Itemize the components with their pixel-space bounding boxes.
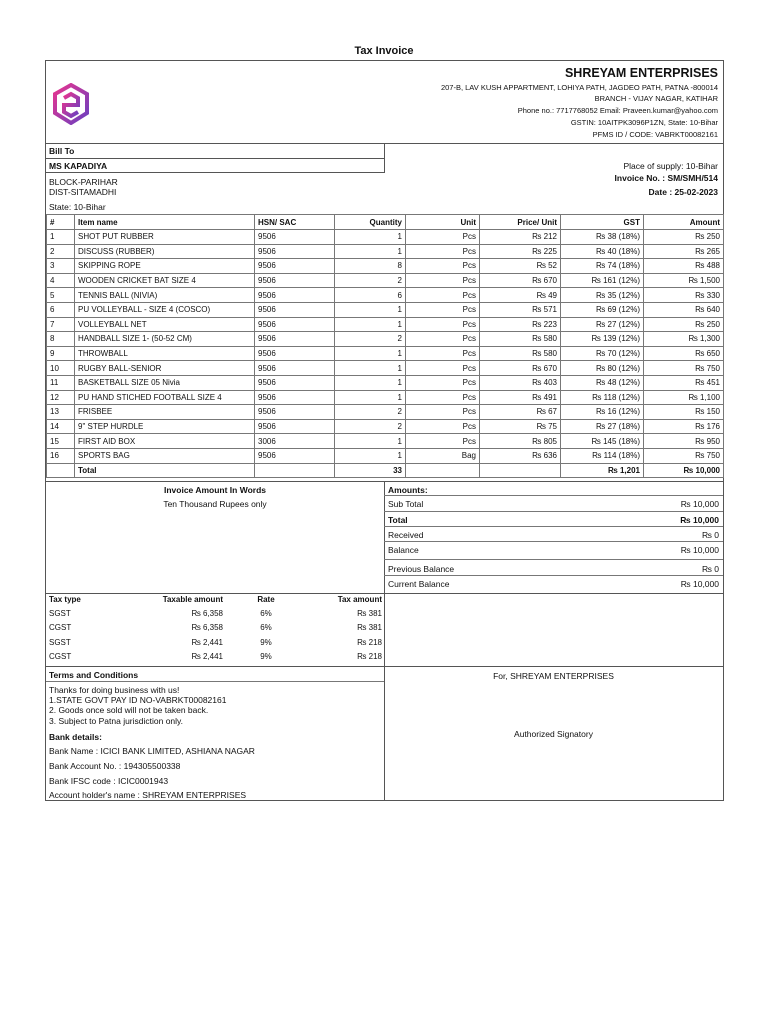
grand-total-label: Total: [388, 515, 408, 525]
place-of-supply: Place of supply: 10-Bihar: [623, 161, 718, 171]
tax-amount: ₨ 381: [357, 623, 382, 633]
tax-header-row: [46, 592, 385, 606]
tax-col-rate: Rate: [257, 594, 275, 604]
item-amount: ₨ 750: [644, 448, 724, 463]
items-table: [46, 214, 724, 478]
item-quantity: 1: [335, 302, 406, 317]
item-row: [47, 288, 724, 303]
item-hsn: 9506: [255, 361, 335, 376]
item-unit: Pcs: [406, 390, 480, 405]
item-name: WOODEN CRICKET BAT SIZE 4: [75, 273, 255, 288]
item-hsn: 9506: [255, 302, 335, 317]
item-index: 2: [47, 244, 75, 259]
item-price: ₨ 670: [480, 273, 561, 288]
col-hsn: HSN/ SAC: [255, 215, 335, 230]
col-unit: Unit: [406, 215, 480, 230]
item-row: [47, 434, 724, 449]
item-price: ₨ 580: [480, 346, 561, 361]
terms-line: 3. Subject to Patna jurisdiction only.: [49, 716, 184, 726]
amounts-label: Amounts:: [388, 485, 428, 495]
item-quantity: 1: [335, 375, 406, 390]
signature-for: For, SHREYAM ENTERPRISES: [493, 671, 614, 681]
item-gst: ₨ 74 (18%): [561, 259, 644, 274]
item-unit: Pcs: [406, 259, 480, 274]
item-row: [47, 244, 724, 259]
item-row: [47, 317, 724, 332]
item-amount: ₨ 250: [644, 230, 724, 245]
item-price: ₨ 225: [480, 244, 561, 259]
item-amount: ₨ 1,100: [644, 390, 724, 405]
item-price: ₨ 49: [480, 288, 561, 303]
sub-total-label: Sub Total: [388, 499, 424, 509]
item-unit: Pcs: [406, 244, 480, 259]
total-label: Total: [75, 463, 255, 478]
tax-type: SGST: [49, 609, 71, 619]
item-index: 14: [47, 419, 75, 434]
total-amount: ₨ 10,000: [644, 463, 724, 478]
item-price: ₨ 67: [480, 405, 561, 420]
item-name: PU VOLLEYBALL - SIZE 4 (COSCO): [75, 302, 255, 317]
item-price: ₨ 636: [480, 448, 561, 463]
item-price: ₨ 52: [480, 259, 561, 274]
item-gst: ₨ 48 (12%): [561, 375, 644, 390]
tax-type: CGST: [49, 623, 72, 633]
item-name: SKIPPING ROPE: [75, 259, 255, 274]
item-hsn: 9506: [255, 390, 335, 405]
item-gst: ₨ 118 (12%): [561, 390, 644, 405]
item-name: DISCUSS (RUBBER): [75, 244, 255, 259]
item-price: ₨ 212: [480, 230, 561, 245]
customer-line2: DIST-SITAMADHI: [49, 187, 117, 197]
item-gst: ₨ 70 (12%): [561, 346, 644, 361]
item-quantity: 1: [335, 361, 406, 376]
item-hsn: 9506: [255, 448, 335, 463]
company-gstin: GSTIN: 10AITPK3096P1ZN, State: 10-Bihar: [570, 118, 718, 127]
item-quantity: 2: [335, 332, 406, 347]
item-gst: ₨ 139 (12%): [561, 332, 644, 347]
current-balance-value: ₨ 10,000: [680, 579, 719, 589]
tax-row: [46, 621, 385, 635]
item-hsn: 9506: [255, 317, 335, 332]
item-index: 6: [47, 302, 75, 317]
customer-name-box: [46, 158, 385, 173]
item-amount: ₨ 650: [644, 346, 724, 361]
tax-rate: 9%: [260, 637, 272, 647]
item-name: PU HAND STICHED FOOTBALL SIZE 4: [75, 390, 255, 405]
tax-type: CGST: [49, 652, 72, 662]
tax-taxable-amount: ₨ 2,441: [191, 637, 223, 647]
account-holder: Account holder's name : SHREYAM ENTERPRISES: [49, 790, 247, 800]
item-row: [47, 419, 724, 434]
tax-row: [46, 606, 385, 620]
received-value: ₨ 0: [702, 530, 719, 540]
item-index: 4: [47, 273, 75, 288]
item-index: 11: [47, 375, 75, 390]
tax-type: SGST: [49, 637, 71, 647]
invoice-date: Date : 25-02-2023: [648, 187, 718, 197]
tax-rate: 9%: [260, 652, 272, 662]
item-name: TENNIS BALL (NIVIA): [75, 288, 255, 303]
item-hsn: 9506: [255, 273, 335, 288]
item-name: SHOT PUT RUBBER: [75, 230, 255, 245]
item-hsn: 3006: [255, 434, 335, 449]
tax-taxable-amount: ₨ 2,441: [191, 652, 223, 662]
tax-col-amount: Tax amount: [337, 594, 382, 604]
item-index: 1: [47, 230, 75, 245]
item-index: 8: [47, 332, 75, 347]
company-logo-icon: [52, 83, 90, 125]
tax-taxable-amount: ₨ 6,358: [191, 609, 223, 619]
item-quantity: 1: [335, 317, 406, 332]
item-quantity: 1: [335, 244, 406, 259]
item-unit: Pcs: [406, 230, 480, 245]
col-price: Price/ Unit: [480, 215, 561, 230]
item-amount: ₨ 265: [644, 244, 724, 259]
item-gst: ₨ 161 (12%): [561, 273, 644, 288]
item-quantity: 6: [335, 288, 406, 303]
item-gst: ₨ 80 (12%): [561, 361, 644, 376]
item-unit: Pcs: [406, 332, 480, 347]
company-address: 207-B, LAV KUSH APPARTMENT, LOHIYA PATH, JAGDEO PATH, PATNA -800014: [440, 83, 718, 92]
tax-amount: ₨ 381: [357, 609, 382, 619]
items-header-row: [47, 215, 724, 230]
previous-balance-label: Previous Balance: [388, 564, 455, 574]
company-contact: Phone no.: 7717768052 Email: Praveen.kumar@yahoo.com: [517, 106, 718, 115]
tax-amount: ₨ 218: [357, 652, 382, 662]
item-name: SPORTS BAG: [75, 448, 255, 463]
item-hsn: 9506: [255, 244, 335, 259]
item-gst: ₨ 27 (18%): [561, 419, 644, 434]
tax-col-type: Tax type: [49, 594, 81, 604]
amount-words-value: Ten Thousand Rupees only: [163, 499, 267, 509]
bank-account: Bank Account No. : 194305500338: [49, 761, 181, 771]
item-unit: Pcs: [406, 346, 480, 361]
invoice-frame: [45, 60, 724, 801]
col-amount: Amount: [644, 215, 724, 230]
item-unit: Pcs: [406, 405, 480, 420]
item-amount: ₨ 330: [644, 288, 724, 303]
amount-words-label: Invoice Amount In Words: [163, 485, 266, 495]
item-unit: Pcs: [406, 375, 480, 390]
item-quantity: 2: [335, 273, 406, 288]
sub-total-value: ₨ 10,000: [680, 499, 719, 509]
item-hsn: 9506: [255, 259, 335, 274]
item-name: FIRST AID BOX: [75, 434, 255, 449]
customer-name: MS KAPADIYA: [49, 161, 108, 171]
tax-rate: 6%: [260, 609, 272, 619]
item-index: 5: [47, 288, 75, 303]
item-unit: Pcs: [406, 419, 480, 434]
item-unit: Pcs: [406, 302, 480, 317]
item-index: 16: [47, 448, 75, 463]
company-name: SHREYAM ENTERPRISES: [564, 66, 718, 80]
item-index: 3: [47, 259, 75, 274]
company-pfms: PFMS ID / CODE: VABRKT00082161: [592, 130, 718, 139]
item-name: HANDBALL SIZE 1- (50-52 CM): [75, 332, 255, 347]
page-title: Tax Invoice: [354, 45, 414, 57]
item-name: VOLLEYBALL NET: [75, 317, 255, 332]
item-price: ₨ 670: [480, 361, 561, 376]
total-quantity: 33: [335, 463, 406, 478]
total-gst: ₨ 1,201: [561, 463, 644, 478]
item-quantity: 1: [335, 390, 406, 405]
item-row: [47, 332, 724, 347]
invoice-number: Invoice No. : SM/SMH/514: [614, 173, 718, 183]
tax-amount: ₨ 218: [357, 637, 382, 647]
item-hsn: 9506: [255, 405, 335, 420]
tax-rate: 6%: [260, 623, 272, 633]
item-row: [47, 230, 724, 245]
grand-total-value: ₨ 10,000: [680, 515, 719, 525]
balance-value: ₨ 10,000: [680, 545, 719, 555]
item-row: [47, 390, 724, 405]
item-row: [47, 302, 724, 317]
item-name: RUGBY BALL-SENIOR: [75, 361, 255, 376]
item-unit: Pcs: [406, 434, 480, 449]
item-quantity: 2: [335, 405, 406, 420]
item-quantity: 8: [335, 259, 406, 274]
item-quantity: 1: [335, 230, 406, 245]
terms-line: Thanks for doing business with us!: [49, 685, 180, 695]
item-amount: ₨ 750: [644, 361, 724, 376]
item-gst: ₨ 40 (18%): [561, 244, 644, 259]
item-amount: ₨ 1,300: [644, 332, 724, 347]
item-hsn: 9506: [255, 346, 335, 361]
item-gst: ₨ 145 (18%): [561, 434, 644, 449]
item-quantity: 1: [335, 434, 406, 449]
item-price: ₨ 75: [480, 419, 561, 434]
terms-label: Terms and Conditions: [49, 670, 139, 680]
item-index: 13: [47, 405, 75, 420]
item-amount: ₨ 150: [644, 405, 724, 420]
item-quantity: 1: [335, 346, 406, 361]
item-hsn: 9506: [255, 230, 335, 245]
item-index: 15: [47, 434, 75, 449]
item-amount: ₨ 950: [644, 434, 724, 449]
item-unit: Pcs: [406, 361, 480, 376]
item-index: 7: [47, 317, 75, 332]
customer-line1: BLOCK-PARIHAR: [49, 177, 118, 187]
item-gst: ₨ 16 (12%): [561, 405, 644, 420]
item-unit: Pcs: [406, 317, 480, 332]
item-row: [47, 361, 724, 376]
item-name: FRISBEE: [75, 405, 255, 420]
item-hsn: 9506: [255, 288, 335, 303]
item-row: [47, 346, 724, 361]
company-branch: BRANCH - VIJAY NAGAR, KATIHAR: [594, 94, 718, 103]
item-price: ₨ 580: [480, 332, 561, 347]
balance-label: Balance: [388, 545, 419, 555]
tax-row: [46, 650, 385, 664]
item-amount: ₨ 451: [644, 375, 724, 390]
tax-col-taxable: Taxable amount: [162, 594, 223, 604]
bill-to-label: Bill To: [49, 146, 75, 156]
item-row: [47, 448, 724, 463]
item-amount: ₨ 176: [644, 419, 724, 434]
item-price: ₨ 223: [480, 317, 561, 332]
col-quantity: Quantity: [335, 215, 406, 230]
bank-name: Bank Name : ICICI BANK LIMITED, ASHIANA NAGAR: [49, 746, 255, 756]
col-gst: GST: [561, 215, 644, 230]
item-index: 9: [47, 346, 75, 361]
terms-line: 1.STATE GOVT PAY ID NO-VABRKT00082161: [49, 695, 227, 705]
item-amount: ₨ 640: [644, 302, 724, 317]
bank-details-label: Bank details:: [49, 732, 102, 742]
item-price: ₨ 491: [480, 390, 561, 405]
received-label: Received: [388, 530, 424, 540]
item-quantity: 2: [335, 419, 406, 434]
col-index: #: [47, 215, 75, 230]
terms-line: 2. Goods once sold will not be taken back.: [49, 705, 209, 715]
item-price: ₨ 571: [480, 302, 561, 317]
item-row: [47, 375, 724, 390]
item-amount: ₨ 1,500: [644, 273, 724, 288]
item-hsn: 9506: [255, 332, 335, 347]
item-price: ₨ 805: [480, 434, 561, 449]
col-item-name: Item name: [75, 215, 255, 230]
bill-to-header: [46, 143, 385, 159]
item-gst: ₨ 38 (18%): [561, 230, 644, 245]
item-index: 10: [47, 361, 75, 376]
item-unit: Pcs: [406, 288, 480, 303]
item-gst: ₨ 114 (18%): [561, 448, 644, 463]
item-gst: ₨ 69 (12%): [561, 302, 644, 317]
authorized-signatory: Authorized Signatory: [514, 729, 593, 739]
item-hsn: 9506: [255, 419, 335, 434]
item-name: THROWBALL: [75, 346, 255, 361]
tax-taxable-amount: ₨ 6,358: [191, 623, 223, 633]
customer-state: State: 10-Bihar: [49, 202, 106, 212]
current-balance-label: Current Balance: [388, 579, 450, 589]
item-gst: ₨ 27 (12%): [561, 317, 644, 332]
tax-table: [46, 592, 385, 664]
item-hsn: 9506: [255, 375, 335, 390]
item-index: 12: [47, 390, 75, 405]
item-price: ₨ 403: [480, 375, 561, 390]
item-row: [47, 273, 724, 288]
item-name: BASKETBALL SIZE 05 Nivia: [75, 375, 255, 390]
item-amount: ₨ 488: [644, 259, 724, 274]
item-name: 9" STEP HURDLE: [75, 419, 255, 434]
tax-row: [46, 635, 385, 649]
item-gst: ₨ 35 (12%): [561, 288, 644, 303]
items-total-row: [47, 463, 724, 478]
item-row: [47, 259, 724, 274]
previous-balance-value: ₨ 0: [702, 564, 719, 574]
item-unit: Bag: [406, 448, 480, 463]
item-row: [47, 405, 724, 420]
item-unit: Pcs: [406, 273, 480, 288]
item-quantity: 1: [335, 448, 406, 463]
item-amount: ₨ 250: [644, 317, 724, 332]
bank-ifsc: Bank IFSC code : ICIC0001943: [49, 776, 169, 786]
